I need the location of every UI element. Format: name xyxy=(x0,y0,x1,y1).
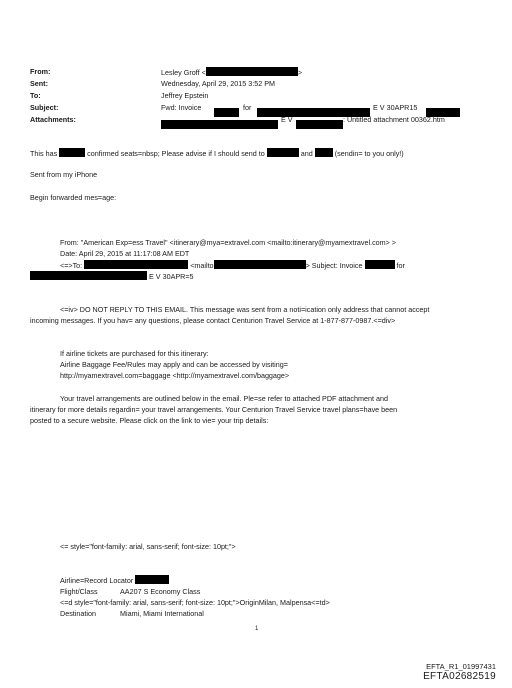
attach-file: : Untitled attachment 00362.htm xyxy=(343,115,445,124)
fwd-code: E V 30APR=5 xyxy=(149,272,194,281)
travel-line-1: Your travel arrangements are outlined below in the email. Ple=se refer to attached PDF attachment and xyxy=(60,394,388,403)
fwd-code-line xyxy=(30,271,194,282)
body-line-1 xyxy=(30,148,404,159)
attach-redaction-1 xyxy=(161,115,278,133)
from-name: Lesley Groff < xyxy=(161,68,206,77)
redaction-block xyxy=(161,120,278,129)
airline-line-2: Airline Baggage Fee/Rules may apply and can be accessed by visiting= xyxy=(60,360,288,369)
travel-line-3: posted to a secure website. Please click on the link to vie= your trip details: xyxy=(30,416,269,425)
redaction-block xyxy=(59,148,85,157)
travel-line-2: itinerary for more details regardin= your travel arrangements. Your Centurion Travel Service travel plans=have been xyxy=(30,405,398,414)
redaction-block xyxy=(206,67,298,76)
noreply-line-2: incoming messages. If you hav= any questions, please contact Centurion Travel Service at 1-877-877-0987.<=div> xyxy=(30,316,396,325)
noreply-line-1: <=iv> DO NOT REPLY TO THIS EMAIL. This message was sent from a noti=ication only address that cannot accept xyxy=(60,305,430,314)
attach-ev: E V xyxy=(281,115,293,124)
destination-value: Miami, Miami International xyxy=(120,609,204,618)
redaction-block xyxy=(315,148,333,157)
page-number: 1 xyxy=(255,626,259,632)
redaction-block xyxy=(296,120,343,129)
flight-class-value: AA207 S Economy Class xyxy=(120,587,201,596)
fwd-date-line: Date: April 29, 2015 at 11:17:08 AM EDT xyxy=(60,249,190,258)
redaction-block xyxy=(84,260,188,269)
redaction-block xyxy=(214,260,306,269)
td-line: <=d style="font-family: arial, sans-serif; font-size: 10pt;">OriginMilan, Malpensa<=td> xyxy=(60,598,330,607)
redaction-block xyxy=(365,260,395,269)
airline-record-line xyxy=(60,575,169,586)
to-value: Jeffrey Epstein xyxy=(161,91,209,100)
airline-record-label: Airline=Record Locator xyxy=(60,576,134,585)
attachments-label: Attachments: xyxy=(30,115,76,124)
fwd-subject-label: > Subject: Invoice xyxy=(305,261,363,270)
redaction-block xyxy=(267,148,299,157)
style-line: <= style="font-family: arial, sans-serif; font-size: 10pt;"> xyxy=(60,542,236,551)
subject-code: E V 30APR15 xyxy=(373,103,418,112)
fwd-to-label: <=>To: xyxy=(60,261,83,270)
destination-label: Destination xyxy=(60,609,96,618)
sent-value: Wednesday, April 29, 2015 3:52 PM xyxy=(161,79,276,88)
airline-line-3: http://myamextravel.com=baggage <http://myamextravel.com/baggage> xyxy=(60,371,290,380)
to-label: To: xyxy=(30,91,41,100)
efta-number-2: EFTA02682519 xyxy=(423,671,496,682)
body-text-a: This has xyxy=(30,149,58,158)
from-label: From: xyxy=(30,67,51,76)
sent-from-line: Sent from my iPhone xyxy=(30,170,98,179)
efta-number-1: EFTA_R1_01997431 xyxy=(426,662,496,671)
redaction-block xyxy=(135,575,169,584)
body-text-d: (sendin= to you only!) xyxy=(334,149,404,158)
body-text-b: confirmed seats=nbsp; Please advise if I should send to xyxy=(87,149,265,158)
fwd-mailto: <mailto xyxy=(190,261,214,270)
attach-redaction-2 xyxy=(296,115,343,133)
subject-for: for xyxy=(243,103,252,112)
fwd-from-line: From: "American Exp=ess Travel" <itinerary@mya=extravel.com <mailto:itinerary@myamextravel.com> > xyxy=(60,238,397,247)
sent-label: Sent: xyxy=(30,79,48,88)
from-value xyxy=(161,67,302,78)
begin-forwarded-line: Begin forwarded mes=age: xyxy=(30,193,117,202)
body-text-c: and xyxy=(300,149,313,158)
redaction-block xyxy=(30,271,147,280)
subject-label: Subject: xyxy=(30,103,59,112)
from-end: > xyxy=(297,68,303,77)
flight-class-label: Flight/Class xyxy=(60,587,98,596)
subject-prefix: Fwd: Invoice xyxy=(161,103,202,112)
airline-line-1: If airline tickets are purchased for this itinerary: xyxy=(60,349,209,358)
fwd-subject-for: for xyxy=(396,261,405,270)
fwd-to-line xyxy=(60,260,405,271)
